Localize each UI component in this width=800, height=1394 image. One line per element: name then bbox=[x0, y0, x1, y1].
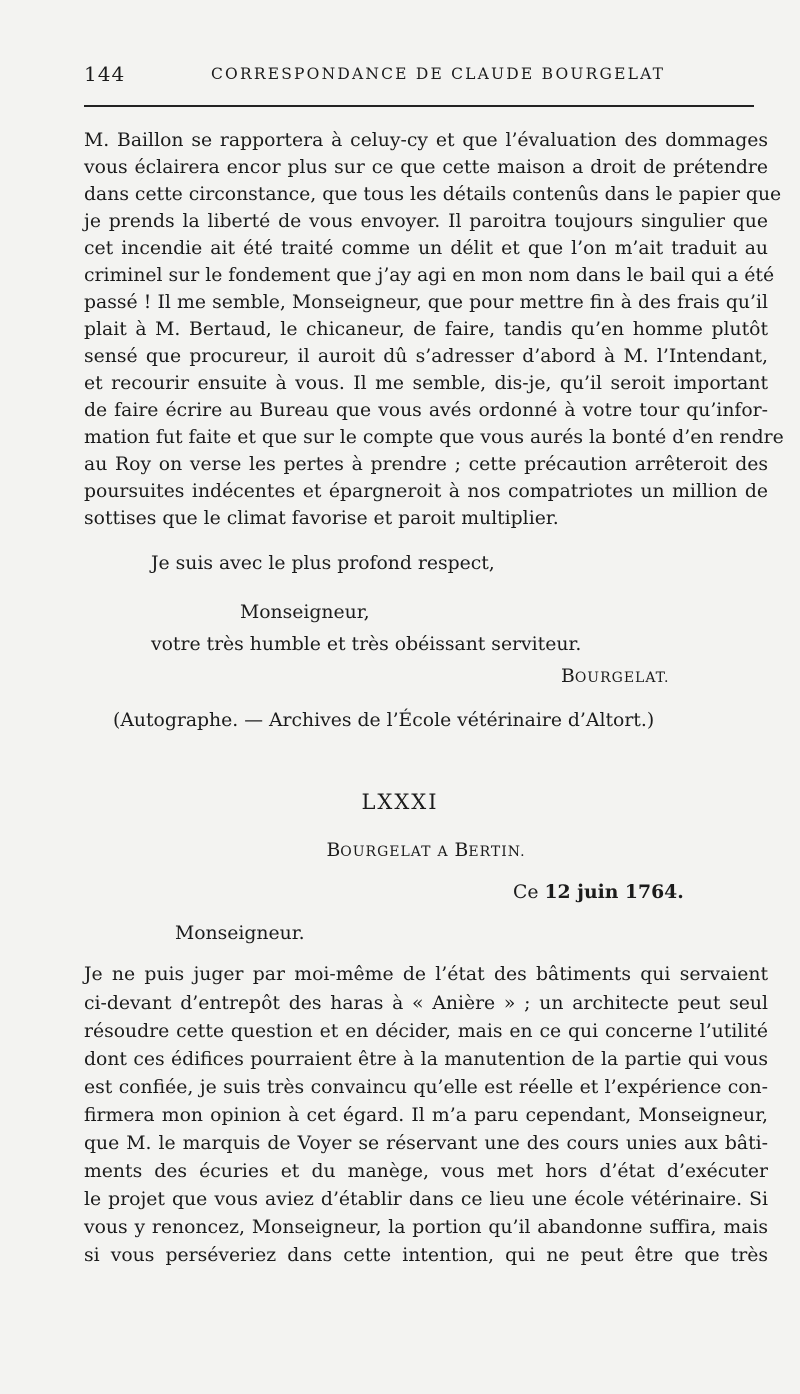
closing-line: Je suis avec le plus profond respect, bbox=[151, 553, 495, 574]
text-line: sensé que procureur, il auroit dû s’adresser d’abord à M. l’Intendant, bbox=[84, 346, 768, 367]
text-line: je prends la liberté de vous envoyer. Il paroitra toujours singulier que bbox=[84, 211, 768, 232]
text-line: plait à M. Bertaud, le chicaneur, de faire, tandis qu’en homme plutôt bbox=[84, 319, 768, 340]
header-rule bbox=[84, 105, 754, 107]
signoff-line: votre très humble et très obéissant serviteur. bbox=[151, 634, 582, 655]
signature-initial: B bbox=[561, 666, 575, 687]
signature-rest: OURGELAT. bbox=[574, 670, 670, 686]
text-line: que M. le marquis de Voyer se réservant une des cours unies aux bâti- bbox=[84, 1133, 768, 1154]
address-from-rest: OURGELAT bbox=[340, 844, 432, 860]
text-line: cet incendie ait été traité comme un délit et que l’on m’ait traduit au bbox=[84, 238, 768, 259]
letter-salutation: Monseigneur. bbox=[175, 923, 305, 944]
closing-salutation: Monseigneur, bbox=[240, 602, 370, 623]
text-line: résoudre cette question et en décider, mais en ce qui concerne l’utilité bbox=[84, 1021, 768, 1042]
text-line: dans cette circonstance, que tous les détails contenûs dans le papier que bbox=[84, 184, 782, 205]
text-line: ci-devant d’entrepôt des haras à « Anière » ; un architecte peut seul bbox=[84, 993, 768, 1014]
text-line: vous éclairera encor plus sur ce que cette maison a droit de prétendre bbox=[84, 157, 768, 178]
address-connector: A bbox=[437, 844, 449, 860]
text-line: au Roy on verse les pertes à prendre ; cette précaution arrêteroit des bbox=[84, 454, 768, 475]
text-line: passé ! Il me semble, Monseigneur, que pour mettre fin à des frais qu’il bbox=[84, 292, 768, 313]
signature bbox=[561, 664, 669, 691]
date-value: 12 juin 1764. bbox=[544, 881, 684, 903]
running-head: CORRESPONDANCE DE CLAUDE BOURGELAT bbox=[211, 65, 666, 83]
page-header bbox=[84, 62, 754, 92]
text-line: de faire écrire au Bureau que vous avés ordonné à votre tour qu’infor- bbox=[84, 400, 768, 421]
text-line: est confiée, je suis très convaincu qu’elle est réelle et l’expérience con- bbox=[84, 1077, 768, 1098]
text-line: M. Baillon se rapportera à celuy-cy et que l’évaluation des dommages bbox=[84, 130, 768, 151]
text-line: vous y renoncez, Monseigneur, la portion qu’il abandonne suffira, mais bbox=[84, 1217, 768, 1238]
page-number: 144 bbox=[84, 62, 126, 86]
text-line: le projet que vous aviez d’établir dans ce lieu une école vétérinaire. Si bbox=[84, 1189, 768, 1210]
text-line: dont ces édifices pourraient être à la manutention de la partie qui vous bbox=[84, 1049, 768, 1070]
letter-date bbox=[513, 881, 684, 903]
source-note: (Autographe. — Archives de l’École vétérinaire d’Altort.) bbox=[113, 710, 655, 731]
date-prefix: Ce bbox=[513, 882, 539, 903]
text-line: Je ne puis juger par moi-même de l’état des bâtiments qui servaient bbox=[84, 964, 768, 985]
letter-address bbox=[0, 840, 800, 861]
text-line: et recourir ensuite à vous. Il me semble, dis-je, qu’il seroit important bbox=[84, 373, 768, 394]
text-line: si vous perséveriez dans cette intention, qui ne peut être que très bbox=[84, 1245, 768, 1266]
text-line: firmera mon opinion à cet égard. Il m’a paru cependant, Monseigneur, bbox=[84, 1105, 768, 1126]
address-from-initial: B bbox=[326, 840, 341, 861]
text-line: ments des écuries et du manège, vous met hors d’état d’exécuter bbox=[84, 1161, 768, 1182]
text-line: sottises que le climat favorise et paroit multiplier. bbox=[84, 508, 559, 529]
text-line: criminel sur le fondement que j’ay agi en mon nom dans le bail qui a été bbox=[84, 265, 775, 286]
address-to-rest: ERTIN. bbox=[468, 844, 526, 860]
text-line: poursuites indécentes et épargneroit à nos compatriotes un million de bbox=[84, 481, 768, 502]
letter-number: LXXXI bbox=[361, 790, 439, 814]
text-line: mation fut faite et que sur le compte que vous aurés la bonté d’en rendre bbox=[84, 427, 784, 448]
address-to-initial: B bbox=[454, 840, 469, 861]
